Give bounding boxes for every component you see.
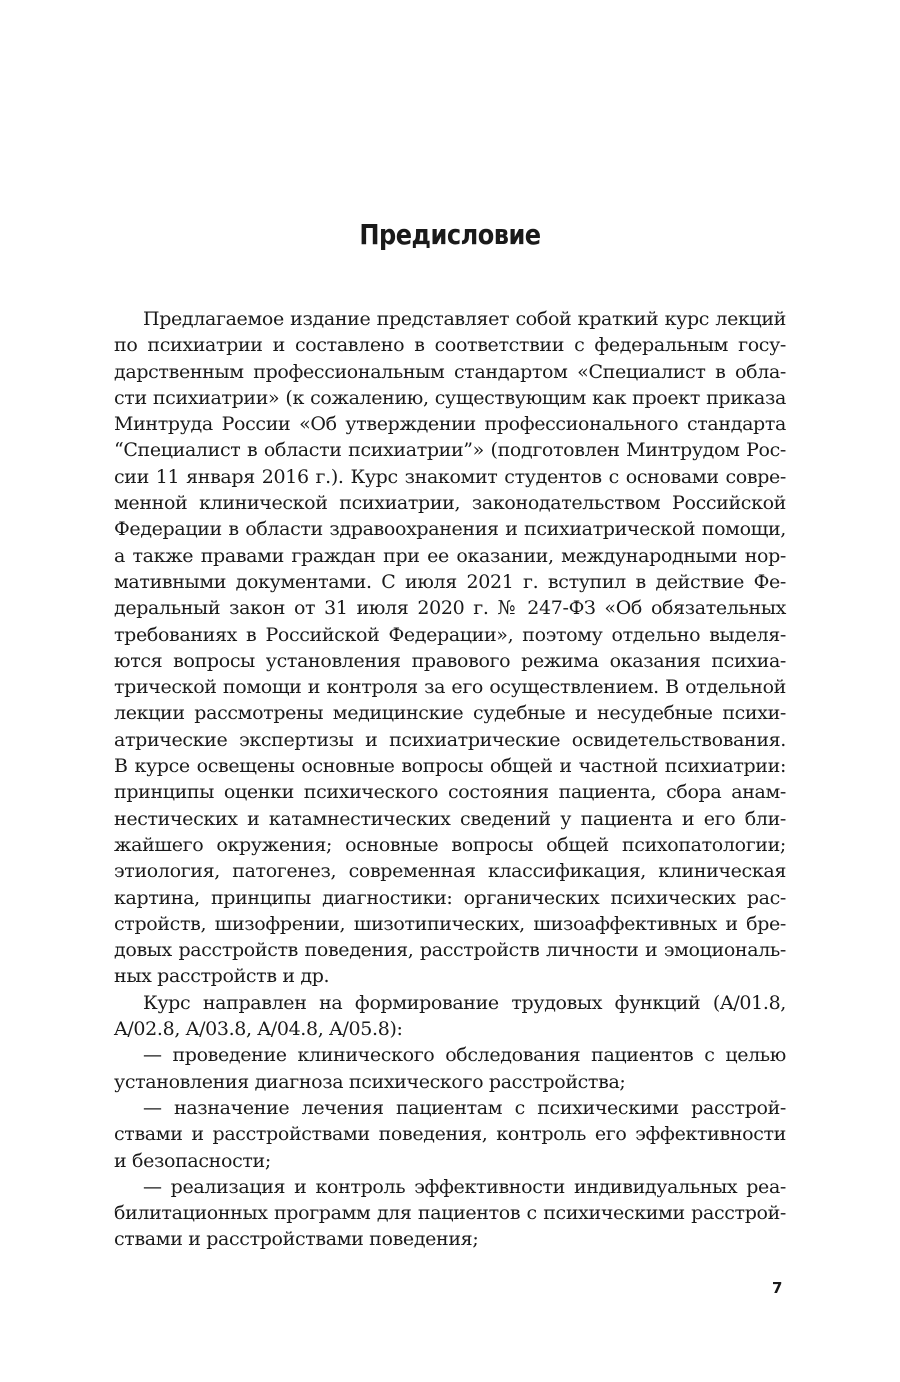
text-line: менной клинической психиатрии, законодательством Российской: [114, 492, 786, 515]
text-line: стройств, шизофрении, шизотипических, шизоаффективных и бре-: [114, 912, 786, 935]
text-line: этиология, патогенез, современная классификация, клиническая: [114, 860, 786, 883]
text-line: “Специалист в области психиатрии”» (подготовлен Минтрудом Рос-: [114, 439, 786, 462]
text-line: A/02.8, A/03.8, A/04.8, A/05.8):: [114, 1018, 403, 1041]
text-line: а также правами граждан при ее оказании, международными нор-: [114, 544, 786, 567]
text-line: сти психиатрии» (к сожалению, существующим как проект приказа: [114, 386, 786, 409]
text-line: и безопасности;: [114, 1149, 271, 1172]
text-line: нестических и катамнестических сведений у пациента и его бли-: [114, 807, 786, 830]
paragraph-functions: [114, 990, 786, 1043]
text-line: жайшего окружения; основные вопросы общей психопатологии;: [114, 833, 786, 856]
text-line: ствами и расстройствами поведения;: [114, 1228, 479, 1251]
text-line: установления диагноза психического расстройства;: [114, 1070, 626, 1093]
text-line: довых расстройств поведения, расстройств личности и эмоциональ-: [114, 939, 786, 962]
text-line: деральный закон от 31 июля 2020 г. № 247-ФЗ «Об обязательных: [114, 597, 786, 620]
page-title: Предисловие: [359, 218, 541, 251]
text-line: билитационных программ для пациентов с психическими расстрой-: [114, 1202, 786, 1225]
text-line: принципы оценки психического состояния пациента, сбора анам-: [114, 781, 786, 804]
text-line: лекции рассмотрены медицинские судебные и несудебные психи-: [114, 702, 786, 725]
text-line: сии 11 января 2016 г.). Курс знакомит студентов с основами совре-: [114, 465, 786, 488]
text-line: картина, принципы диагностики: органических психических рас-: [114, 886, 786, 909]
text-line: мативными документами. С июля 2021 г. вступил в действие Фе-: [114, 570, 786, 593]
page-number: 7: [772, 1279, 783, 1297]
paragraph-intro: [114, 306, 786, 990]
list-item-rehabilitation: [114, 1174, 786, 1253]
text-line: Минтруда России «Об утверждении профессионального стандарта: [114, 413, 786, 436]
text-line: дарственным профессиональным стандартом «Специалист в обла-: [114, 360, 786, 383]
text-line: — реализация и контроль эффективности индивидуальных реа-: [143, 1175, 786, 1198]
text-line: — назначение лечения пациентам с психическими расстрой-: [143, 1096, 786, 1119]
body-text: [114, 306, 786, 1253]
text-line: по психиатрии и составлено в соответствии с федеральным госу-: [114, 334, 786, 357]
text-line: Предлагаемое издание представляет собой краткий курс лекций: [143, 308, 786, 330]
text-line: Курс направлен на формирование трудовых функций (A/01.8,: [143, 991, 786, 1014]
text-line: Федерации в области здравоохранения и психиатрической помощи,: [114, 518, 786, 541]
text-line: ных расстройств и др.: [114, 965, 330, 988]
list-item-treatment: [114, 1095, 786, 1174]
text-line: ствами и расстройствами поведения, контроль его эффективности: [114, 1123, 786, 1146]
text-line: ются вопросы установления правового режима оказания психиа-: [114, 649, 786, 672]
text-line: атрические экспертизы и психиатрические освидетельствования.: [114, 728, 786, 751]
list-item-examination: [114, 1042, 786, 1095]
text-line: В курсе освещены основные вопросы общей и частной психиатрии:: [114, 755, 786, 778]
text-line: — проведение клинического обследования пациентов с целью: [143, 1044, 786, 1067]
text-line: трической помощи и контроля за его осуществлением. В отдельной: [114, 676, 786, 699]
text-line: требованиях в Российской Федерации», поэтому отдельно выделя-: [114, 623, 786, 646]
